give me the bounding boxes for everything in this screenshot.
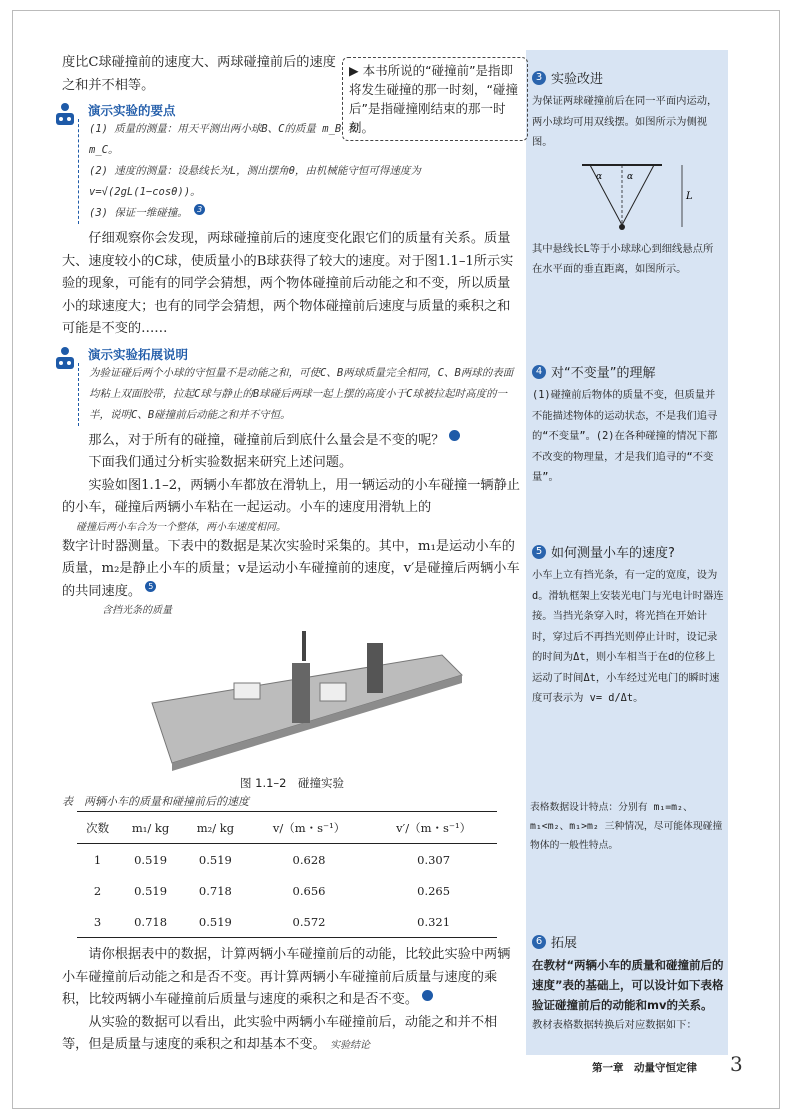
handwritten-note: 含挡光条的质量 — [102, 605, 172, 616]
paragraph: 请你根据表中的数据，计算两辆小车碰撞前后的动能，比较此实验中两辆小车碰撞前后动能之和是否不变。再计算两辆小车碰撞前后质量与速度的乘积，比较两辆小车碰撞前后质量与速度的乘积之和是否不变。 — [62, 947, 511, 1007]
note-number: 6 — [532, 935, 546, 949]
demo-line: (3) 保证一维碰撞。 — [89, 207, 188, 219]
length-label: L — [686, 190, 693, 202]
paragraph: 实验如图1.1–2，两辆小车都放在滑轨上，用一辆运动的小车碰撞一辆静止的小车，碰撞后两辆小车粘在一起运动。小车的速度用滑轨上的 — [62, 477, 520, 515]
note-marker: 6 — [422, 990, 433, 1001]
alpha-label: α — [627, 171, 634, 182]
collision-experiment-photo — [62, 623, 522, 773]
handwritten-note: 碰撞后两小车合为一个整体，两小车速度相同。 — [76, 521, 286, 533]
demo-line: (2) 速度的测量：设悬线长为L，测出摆角θ，由机械能守恒可得速度为 v=√(2gL(1−cosθ))。 — [89, 165, 421, 198]
cell: 0.519 — [198, 914, 232, 929]
cell: 0.519 — [134, 883, 168, 898]
demo-extension — [62, 345, 522, 426]
note-marker: 3 — [194, 204, 205, 215]
cell: 0.519 — [198, 852, 232, 867]
paragraph: 那么，对于所有的碰撞，碰撞前后到底什么量会是不变的呢？ — [88, 432, 445, 448]
note-number: 4 — [532, 365, 546, 379]
table-row — [77, 906, 497, 938]
robot-icon — [52, 345, 78, 375]
note-title: 如何测量小车的速度? — [551, 546, 675, 561]
cell: 0.628 — [292, 852, 326, 867]
demo-text: 为验证碰后两个小球的守恒量不是动能之和，可使C、B两球质量完全相同，C、B两球的表面均粘上双面胶带，拉起C球与静止的B球碰后两球一起上摆的高度小于C球被拉起时高度的一半，说明C、B碰撞前后动能之和并不守恒。 — [89, 366, 514, 421]
cell: 0.718 — [198, 883, 232, 898]
figure-caption: 图 1.1–2 碰撞实验 — [239, 776, 344, 790]
demo-title: 演示实验的要点 — [88, 103, 176, 118]
robot-icon — [52, 101, 78, 131]
cell: 2 — [93, 883, 102, 898]
sidebar-notes — [526, 50, 728, 1055]
note-3 — [526, 50, 728, 280]
page-number: 3 — [730, 1052, 743, 1076]
cell: 0.519 — [134, 852, 168, 867]
double-pendulum-diagram — [532, 155, 722, 235]
column-header: v′/（m・s⁻¹） — [396, 820, 472, 835]
demo-title: 演示实验拓展说明 — [88, 346, 189, 362]
note-text: 小车上立有挡光条，有一定的宽度，设为d。滑轨框架上安装光电门与光电计时器连接。当挡光条穿入时，将光挡在开始计时，穿过后不再挡光则停止计时，设记录的时间为Δt，则小车相当于在d的位移上运动了时间Δt，小车经过光电门的瞬时速度可表示为 v= d/Δt。 — [532, 569, 724, 704]
table-row — [77, 875, 497, 906]
note-number: 3 — [532, 71, 546, 85]
note-6 — [532, 932, 724, 1036]
note-number: 5 — [532, 545, 546, 559]
note-text: 教材表格数据转换后对应数据如下： — [532, 1019, 697, 1031]
handwritten-note: 实验结论 — [329, 1040, 370, 1051]
cell: 0.718 — [134, 914, 168, 929]
cell: 0.572 — [292, 914, 326, 929]
cell: 0.307 — [417, 852, 451, 867]
column-header: v/（m・s⁻¹） — [272, 820, 346, 835]
note-text: 为保证两球碰撞前后在同一平面内运动，两小球均可用双线摆。如图所示为侧视图。 — [532, 95, 718, 148]
demo-line: (1) 质量的测量：用天平测出两小球B、C的质量 m_B 和 m_C。 — [89, 123, 359, 156]
note-marker: 4 — [449, 430, 460, 441]
table-row — [77, 844, 497, 876]
note-marker: 5 — [145, 581, 156, 592]
note-5 — [532, 542, 724, 709]
column-header: m₁/ kg — [131, 820, 170, 835]
callout-text: 本书所说的“碰撞前”是指即将发生碰撞的那一时刻，“碰撞后”是指碰撞刚结束的那一时刻。 — [349, 63, 518, 135]
note-title: 拓展 — [551, 936, 578, 951]
paragraph: 从实验的数据可以看出，此实验中两辆小车碰撞前后，动能之和并不相等，但是质量与速度的乘积之和却基本不变。 — [62, 1014, 498, 1052]
note-text: 表格数据设计特点：分别有 m₁=m₂、m₁<m₂、m₁>m₂ 三种情况，尽可能体现碰撞物体的一般性特点。 — [530, 802, 723, 851]
note-title: 实验改进 — [551, 72, 604, 87]
note-text: 其中悬线长L等于小球球心到细线悬点所在水平面的垂直距离，如图所示。 — [532, 242, 714, 275]
cell: 1 — [93, 852, 102, 867]
note-text: (1)碰撞前后物体的质量不变，但质量并不能描述物体的运动状态，不是我们追寻的“不变量”。(2)在各种碰撞的情况下都不改变的物理量，才是我们追寻的“不变量”。 — [532, 389, 718, 483]
play-icon: ▶ — [349, 63, 363, 78]
demo-points — [62, 101, 502, 224]
data-table — [77, 811, 497, 938]
chapter-footer: 第一章 动量守恒定律 — [592, 1062, 697, 1074]
main-column — [62, 52, 522, 1058]
cell: 0.656 — [292, 883, 326, 898]
cell: 3 — [93, 914, 102, 929]
table-note — [530, 798, 726, 855]
note-title: 对“不变量”的理解 — [551, 366, 656, 381]
cell: 0.321 — [417, 914, 451, 929]
cell: 0.265 — [417, 883, 451, 898]
alpha-label: α — [596, 171, 603, 182]
paragraph: 仔细观察你会发现，两球碰撞前后的速度变化跟它们的质量有关系。质量大、速度较小的C球，使质量小的B球获得了较大的速度。对于图1.1–1所示实验的现象，可能有的同学会猜想，两个物体碰撞前后动能之和不变，所以质量小的球速度大；也有的同学会猜想，两个物体碰撞前后速度与质量的乘积之和可能是不变的…… — [62, 231, 514, 336]
paragraph: 数字计时器测量。下表中的数据是某次实验时采集的。其中，m₁是运动小车的质量，m₂是静止小车的质量；v是运动小车碰撞前的速度，v′是碰撞后两辆小车的共同速度。 — [62, 538, 520, 599]
paragraph: 度比C球碰撞前的速度大、两球碰撞前后的速度之和并不相等。 — [62, 55, 336, 93]
column-header: m₂/ kg — [196, 820, 235, 835]
column-header: 次数 — [86, 820, 110, 835]
note-text: 在教材“两辆小车的质量和碰撞前后的速度”表的基础上，可以设计如下表格验证碰撞前后的动能和mv的关系。 — [532, 958, 724, 1012]
note-4 — [532, 362, 724, 488]
table-caption: 表 两辆小车的质量和碰撞前后的速度 — [62, 795, 249, 808]
paragraph: 下面我们通过分析实验数据来研究上述问题。 — [88, 455, 353, 470]
